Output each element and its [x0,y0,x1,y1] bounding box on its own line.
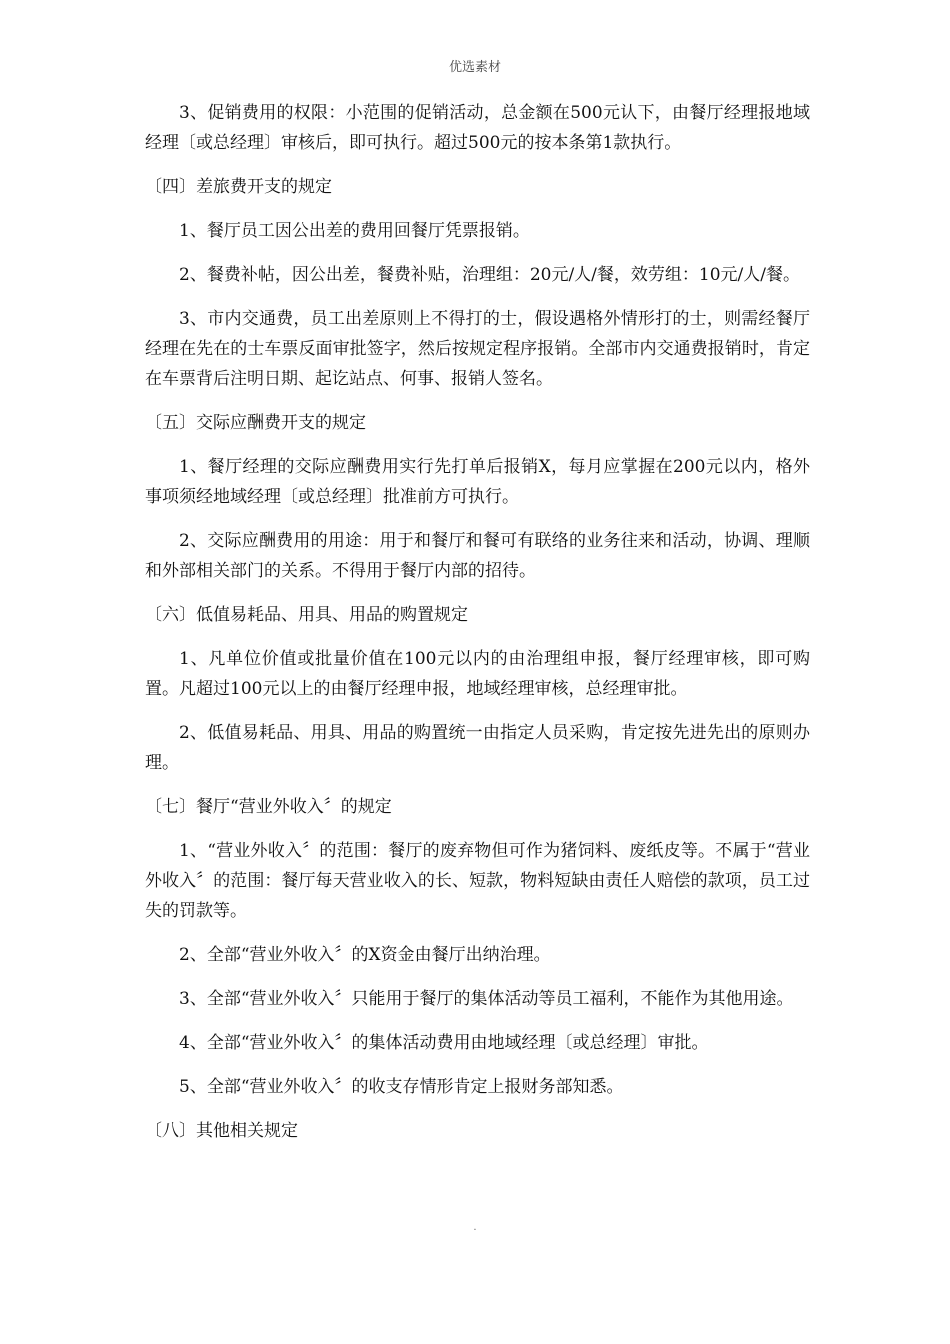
paragraph: 5、全部“营业外收入〞的收支存情形肯定上报财务部知悉。 [179,1077,624,1097]
page-header: 优选素材 [448,60,501,75]
paragraph: 2、低值易耗品、用具、用品的购置统一由指定人员采购，肯定按先进先出的原则办理。 [145,723,810,773]
paragraph: 1、餐厅员工因公出差的费用回餐厅凭票报销。 [179,221,530,241]
section-heading: 〔七〕餐厅“营业外收入〞的规定 [145,797,392,817]
paragraph: 2、餐费补帖，因公出差，餐费补贴，治理组：20元/人/餐，效劳组：10元/人/餐。 [179,265,800,285]
paragraph: 1、餐厅经理的交际应酬费用实行先打单后报销X，每月应掌握在200元以内，格外事项须经地域经理〔或总经理〕批准前方可执行。 [145,457,810,507]
document-body [145,98,810,1146]
paragraph: 4、全部“营业外收入〞的集体活动费用由地域经理〔或总经理〕审批。 [179,1033,709,1053]
paragraph: 1、“营业外收入〞的范围：餐厅的废弃物但可作为猪饲料、废纸皮等。不属于“营业外收入〞的范围：餐厅每天营业收入的长、短款，物料短缺由责任人赔偿的款项，员工过失的罚款等。 [145,841,810,921]
section-heading: 〔四〕差旅费开支的规定 [145,177,332,197]
section-heading: 〔六〕低值易耗品、用具、用品的购置规定 [145,605,468,625]
paragraph: 3、市内交通费，员工出差原则上不得打的士，假设遇格外情形打的士，则需经餐厅经理在先在的士车票反面审批签字，然后按规定程序报销。全部市内交通费报销时，肯定在车票背后注明日期、起讫站点、何事、报销人签名。 [145,309,810,389]
section-heading: 〔五〕交际应酬费开支的规定 [145,413,366,433]
paragraph: 2、全部“营业外收入〞的X资金由餐厅出纳治理。 [179,945,551,965]
paragraph: 2、交际应酬费用的用途：用于和餐厅和餐可有联络的业务往来和活动，协调、理顺和外部相关部门的关系。不得用于餐厅内部的招待。 [145,531,810,581]
paragraph: 1、凡单位价值或批量价值在100元以内的由治理组申报，餐厅经理审核，即可购置。凡超过100元以上的由餐厅经理申报，地域经理审核，总经理审批。 [145,649,810,699]
section-heading: 〔八〕其他相关规定 [145,1121,298,1141]
paragraph: 3、促销费用的权限：小范围的促销活动，总金额在500元认下，由餐厅经理报地域经理〔或总经理〕审核后，即可执行。超过500元的按本条第1款执行。 [145,103,810,153]
page-footer: . [473,1222,477,1233]
paragraph: 3、全部“营业外收入〞只能用于餐厅的集体活动等员工福利，不能作为其他用途。 [179,989,794,1009]
